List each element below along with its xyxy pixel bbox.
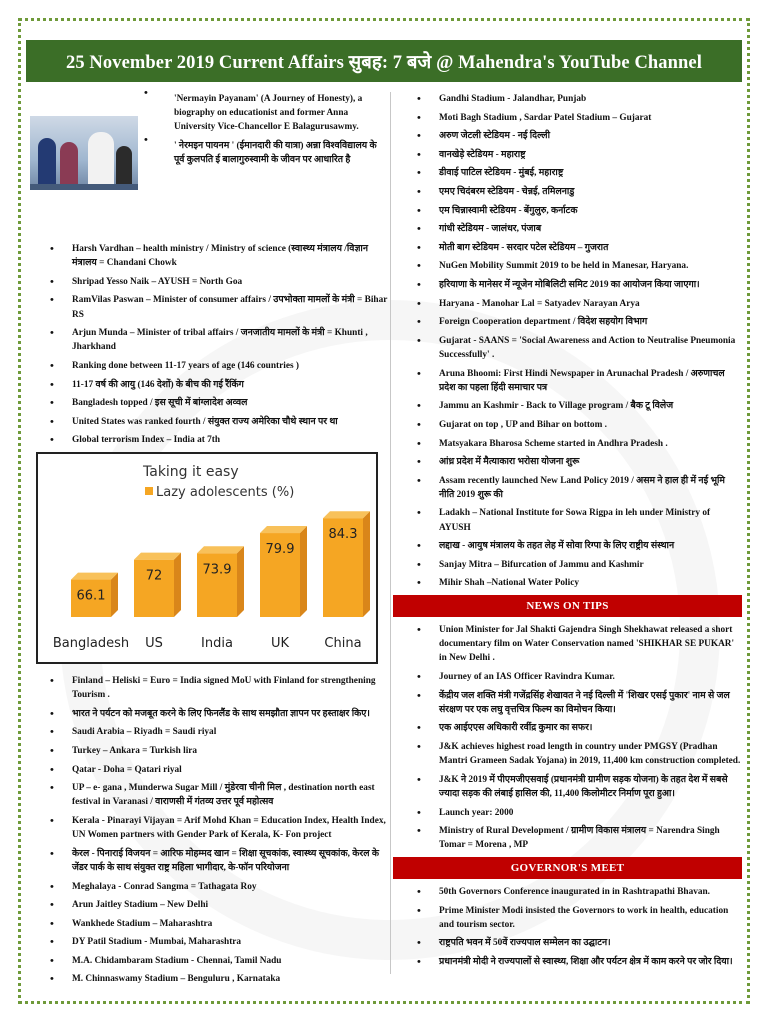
right-column <box>390 92 742 974</box>
data-label: 79.9 <box>265 542 295 558</box>
list-item: • मोती बाग स्टेडियम - सरदार पटेल स्टेडियम – गुजरात <box>393 241 742 255</box>
list-item: • Haryana - Manohar Lal = Satyadev Narayan Arya <box>393 297 742 311</box>
list-item: • Gujarat - SAANS = 'Social Awareness and Action to Neutralise Pneumonia Successfully' . <box>393 334 742 362</box>
list-item: • J&K ने 2019 में पीएमजीएसवाई (प्रधानमंत्री ग्रामीण सड़क योजना) के तहत देश में सबसे ज्यादा सड़क की लंबाई हासिल की, 11,400 किलोमीटर निर्माण पूरा हुआ। <box>393 773 742 801</box>
list-item: • Qatar - Doha = Qatari riyal <box>28 763 388 777</box>
list-item: • 11-17 वर्ष की आयु (146 देशों) के बीच की गई रैंकिंग <box>28 378 388 392</box>
list-item: • केंद्रीय जल शक्ति मंत्री गजेंद्रसिंह शेखावत ने नई दिल्ली में 'शिखर एसई पुकार' नाम से जल संरक्षण पर एक लघु वृत्तचित्र फिल्म का विमोचन किया। <box>393 689 742 717</box>
bar-top <box>260 526 307 533</box>
bar-top <box>197 546 244 553</box>
page-title: 25 November 2019 Current Affairs सुबह: 7 बजे @ Mahendra's YouTube Channel <box>65 52 702 73</box>
category-label: China <box>324 635 362 651</box>
list-item: • 50th Governors Conference inaugurated in in Rashtrapathi Bhavan. <box>393 885 742 899</box>
event-photo <box>30 116 138 190</box>
intro-list <box>138 92 388 242</box>
list-item: • Arjun Munda – Minister of tribal affairs / जनजातीय मामलों के मंत्री = Khunti , Jharkhand <box>28 326 388 354</box>
chart-title: Taking it easy <box>143 463 239 480</box>
list-item: • Shripad Yesso Naik – AYUSH = North Goa <box>28 275 388 289</box>
list-item: • UP – e- gana , Munderwa Sugar Mill / मुंडेरवा चीनी मिल , destination north east festival in Varanasi / वाराणसी में गंतव्य उत्तर पूर्व महोत्सव <box>28 781 388 809</box>
list-item: • Harsh Vardhan – health ministry / Ministry of science (स्वास्थ्य मंत्रालय /विज्ञान मंत्रालय = Chandani Chowk <box>28 242 388 270</box>
category-label: Bangladesh <box>52 635 130 651</box>
list-item: • गांधी स्टेडियम - जालंधर, पंजाब <box>393 222 742 236</box>
list-item: • Bangladesh topped / इस सूची में बांग्लादेश अव्वल <box>28 396 388 410</box>
list-item: • राष्ट्रपति भवन में 50वें राज्यपाल सम्मेलन का उद्घाटन। <box>393 936 742 950</box>
list-item: • एक आईएएस अधिकारी रवींद्र कुमार का सफर। <box>393 721 742 735</box>
governors-meet-heading: GOVERNOR'S MEET <box>393 857 742 879</box>
list-item: • Gandhi Stadium - Jalandhar, Punjab <box>393 92 742 106</box>
legend-swatch <box>145 487 153 495</box>
list-item: • Mihir Shah –National Water Policy <box>393 576 742 590</box>
list-item: • Matsyakara Bharosa Scheme started in Andhra Pradesh . <box>393 437 742 451</box>
list-item: • प्रधानमंत्री मोदी ने राज्यपालों से स्वास्थ्य, शिक्षा और पर्यटन क्षेत्र में काम करने पर जोर दिया। <box>393 955 742 969</box>
list-item: • Turkey – Ankara = Turkish lira <box>28 744 388 758</box>
list-item: • एम चिन्नास्वामी स्टेडियम - बेंगुलुरु, कर्नाटक <box>393 204 742 218</box>
list-item: • 'Nermayin Payanam' (A Journey of Honesty), a biography on educationist and former Anna University Vice-Chancellor E Balagurusawmy. <box>138 92 388 135</box>
list-item: • अरुण जेटली स्टेडियम - नई दिल्ली <box>393 129 742 143</box>
list-item: • डीवाई पाटिल स्टेडियम - मुंबई, महाराष्ट्र <box>393 166 742 180</box>
list-item: • M. Chinnaswamy Stadium – Benguluru , Karnataka <box>28 972 388 986</box>
list-item: • DY Patil Stadium - Mumbai, Maharashtra <box>28 935 388 949</box>
lazy-adolescents-chart <box>36 452 378 664</box>
list-item: • Launch year: 2000 <box>393 806 742 820</box>
chart-bars <box>53 511 370 651</box>
news-list <box>393 623 742 853</box>
data-label: 66.1 <box>76 588 106 604</box>
page-title-banner <box>26 40 742 82</box>
bar-side <box>111 573 118 617</box>
bar-side <box>363 511 370 617</box>
list-item: • Prime Minister Modi insisted the Governors to work in health, education and tourism sector. <box>393 904 742 932</box>
data-label: 72 <box>145 568 163 584</box>
list-item: • Journey of an IAS Officer Ravindra Kumar. <box>393 670 742 684</box>
data-label: 84.3 <box>328 527 358 543</box>
bar-top <box>71 573 118 580</box>
news-on-tips-heading: NEWS ON TIPS <box>393 595 742 617</box>
list-item: • लद्दाख - आयुष मंत्रालय के तहत लेह में सोवा रिग्पा के लिए राष्ट्रीय संस्थान <box>393 539 742 553</box>
list-item: • Global terrorism Index – India at 7th <box>28 433 388 447</box>
intro-block <box>28 92 388 242</box>
bar-side <box>174 553 181 617</box>
list-item: • Assam recently launched New Land Policy 2019 / असम ने हाल ही में नई भूमि नीति 2019 शुरू की <box>393 474 742 502</box>
list-item: • United States was ranked fourth / संयुक्त राज्य अमेरिका चौथे स्थान पर था <box>28 415 388 429</box>
list-item: • J&K achieves highest road length in country under PMGSY (Pradhan Mantri Grameen Sadak Yojana) in 2019, 11,400 km construction completed. <box>393 740 742 768</box>
data-label: 73.9 <box>202 562 232 578</box>
left-list-2 <box>28 674 388 987</box>
list-item: • Jammu an Kashmir - Back to Village program / बैक टू विलेज <box>393 399 742 413</box>
list-item: • आंध्र प्रदेश में मैत्याकारा भरोसा योजना शुरू <box>393 455 742 469</box>
right-list <box>393 92 742 591</box>
list-item: • Ranking done between 11-17 years of age (146 countries ) <box>28 359 388 373</box>
list-item: • भारत ने पर्यटन को मजबूत करने के लिए फिनलैंड के साथ समझौता ज्ञापन पर हस्ताक्षर किए। <box>28 707 388 721</box>
list-item: • Aruna Bhoomi: First Hindi Newspaper in Arunachal Pradesh / अरुणाचल प्रदेश का पहला हिंदी समाचार पत्र <box>393 367 742 395</box>
list-item: • Ladakh – National Institute for Sowa Rigpa in leh under Ministry of AYUSH <box>393 506 742 534</box>
category-label: US <box>145 635 163 651</box>
list-item: • Moti Bagh Stadium , Sardar Patel Stadium – Gujarat <box>393 111 742 125</box>
list-item: • हरियाणा के मानेसर में न्यूजेन मोबिलिटी समिट 2019 का आयोजन किया जाएगा। <box>393 278 742 292</box>
list-item: • केरल - पिनाराई विजयन = आरिफ मोहम्मद खान = शिक्षा सूचकांक, स्वास्थ्य सूचकांक, केरल के जेंडर पार्क के साथ संयुक्त राष्ट्र महिला भागीदार, के-फॉन परियोजना <box>28 847 388 875</box>
list-item: • Finland – Heliski = Euro = India signed MoU with Finland for strengthening Tourism . <box>28 674 388 702</box>
list-item: • Ministry of Rural Development / ग्रामीण विकास मंत्रालय = Narendra Singh Tomar = Morena , MP <box>393 824 742 852</box>
list-item: • ' नेरमइन पायनम ' (ईमानदारी की यात्रा) अन्ना विश्वविद्यालय के पूर्व कुलपति ई बालागुरुस्वामी के जीवन पर आधारित है <box>138 139 388 167</box>
list-item: • एमए चिदंबरम स्टेडियम - चेन्नई, तमिलनाडु <box>393 185 742 199</box>
category-label: India <box>201 635 233 651</box>
list-item: • NuGen Mobility Summit 2019 to be held in Manesar, Haryana. <box>393 259 742 273</box>
list-item: • Arun Jaitley Stadium – New Delhi <box>28 898 388 912</box>
list-item: • Saudi Arabia – Riyadh = Saudi riyal <box>28 725 388 739</box>
bar-side <box>300 526 307 617</box>
list-item: • वानखेड़े स्टेडियम - महाराष्ट्र <box>393 148 742 162</box>
bar-top <box>323 511 370 518</box>
list-item: • Gujarat on top , UP and Bihar on bottom . <box>393 418 742 432</box>
legend-label: Lazy adolescents (%) <box>156 484 295 500</box>
left-list <box>28 242 388 448</box>
list-item: • Union Minister for Jal Shakti Gajendra Singh Shekhawat released a short documentary film on Water Conservation named 'SHIKHAR SE PUKAR' in New Delhi . <box>393 623 742 666</box>
left-column <box>28 92 388 991</box>
list-item: • Kerala - Pinarayi Vijayan = Arif Mohd Khan = Education Index, Health Index, UN Women partners with Gender Park of Kerala, K- Fon project <box>28 814 388 842</box>
list-item: • Wankhede Stadium – Maharashtra <box>28 917 388 931</box>
chart-svg <box>38 454 376 662</box>
list-item: • Meghalaya - Conrad Sangma = Tathagata Roy <box>28 880 388 894</box>
bar-side <box>237 546 244 617</box>
governor-list <box>393 885 742 969</box>
list-item: • M.A. Chidambaram Stadium - Chennai, Tamil Nadu <box>28 954 388 968</box>
list-item: • Foreign Cooperation department / विदेश सहयोग विभाग <box>393 315 742 329</box>
bar-top <box>134 553 181 560</box>
category-label: UK <box>270 635 290 651</box>
list-item: • RamVilas Paswan – Minister of consumer affairs / उपभोक्ता मामलों के मंत्री = Bihar RS <box>28 293 388 321</box>
list-item: • Sanjay Mitra – Bifurcation of Jammu and Kashmir <box>393 558 742 572</box>
